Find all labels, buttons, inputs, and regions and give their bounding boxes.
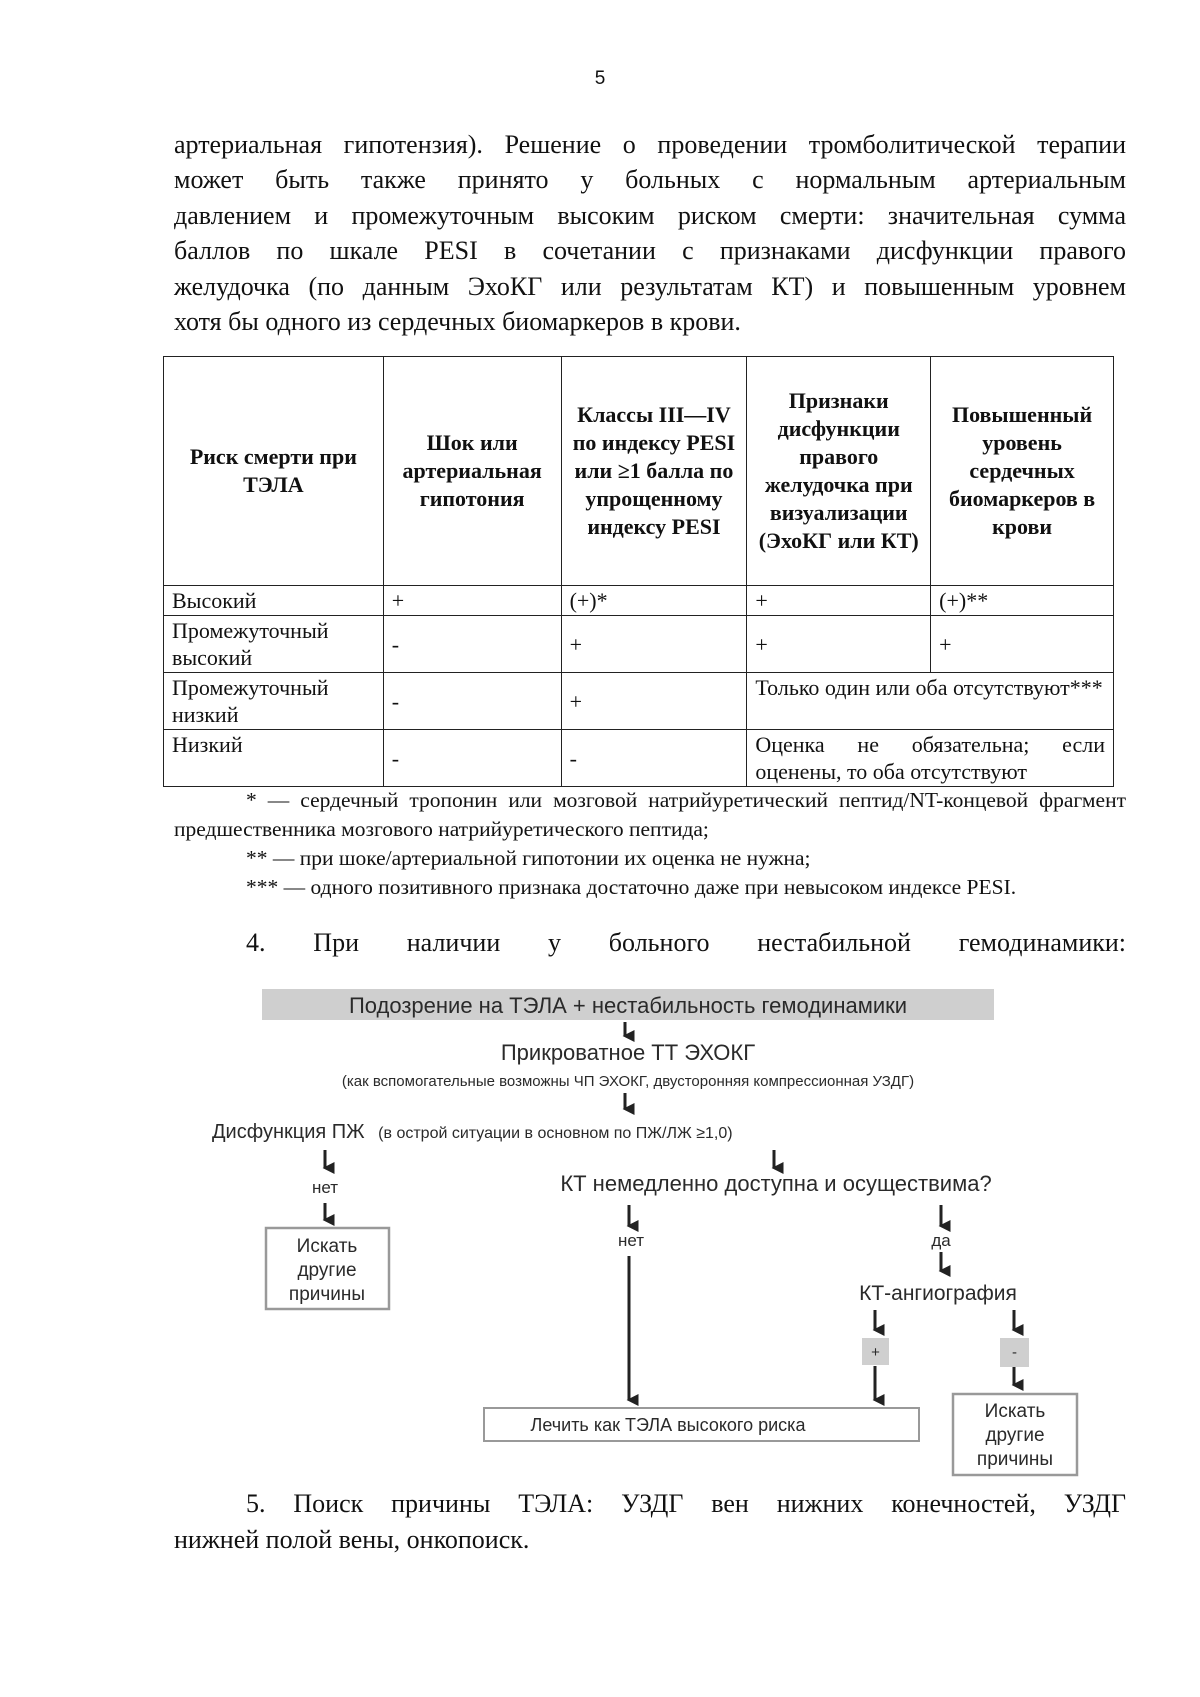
cell-merged: Оценка не обязательна; если оценены, то оба отсутствуют xyxy=(747,730,1114,787)
page-number: 5 xyxy=(594,68,606,89)
cell-shock: + xyxy=(383,586,561,616)
rv-dysfunction-label xyxy=(212,1121,733,1143)
ct-angiography-label: КТ-ангиография xyxy=(859,1282,1017,1305)
yes-label: да xyxy=(931,1231,951,1250)
cell-risk: Высокий xyxy=(164,586,384,616)
cell-shock: - xyxy=(383,616,561,673)
no-label-left: нет xyxy=(311,1178,339,1197)
intro-line: хотя бы одного из сердечных биомаркеров в крови. xyxy=(174,307,741,337)
item-4: 4. При наличии у больного нестабильной гемодинамики: xyxy=(246,928,1126,957)
other-causes-line: другие xyxy=(985,1425,1045,1446)
item5-line: 5. Поиск причины ТЭЛА: УЗДГ вен нижних конечностей, УЗДГ xyxy=(246,1489,1126,1518)
footnote: * — сердечный тропонин или мозговой натрийуретический пептид/NT-концевой фрагмент предшественника мозгового натрийуретического пептида; xyxy=(174,788,1126,841)
other-causes-line: причины xyxy=(976,1449,1054,1470)
intro-line: желудочка (по данным ЭхоКГ или результатам КТ) и повышенным уровнем xyxy=(174,271,1126,301)
cell-risk: Низкий xyxy=(164,730,384,787)
echo-label: Прикроватное ТТ ЭХОКГ xyxy=(500,1040,756,1065)
intro-line: артериальная гипотензия). Решение о проведении тромболитической терапии xyxy=(174,130,1126,159)
item5-line: нижней полой вены, онкопоиск. xyxy=(174,1525,530,1554)
intro-line: давлением и промежуточным высоким риском смерти: значительная сумма xyxy=(174,200,1126,230)
cell-pesi: (+)* xyxy=(561,586,747,616)
echo-note: (как вспомогательные возможны ЧП ЭХОКГ, двусторонняя компрессионная УЗДГ) xyxy=(341,1073,915,1090)
item-5 xyxy=(174,1486,1126,1558)
cell-risk: Промежуточный высокий xyxy=(164,616,384,673)
cell-pesi: + xyxy=(561,673,747,730)
other-causes-line: причины xyxy=(288,1284,366,1305)
cell-pesi: + xyxy=(561,616,747,673)
cell-rv: + xyxy=(747,586,931,616)
cell-shock: - xyxy=(383,673,561,730)
other-causes-line: другие xyxy=(297,1260,357,1281)
rv-note: (в острой ситуации в основном по ПЖ/ЛЖ ≥1,0) xyxy=(378,1125,733,1142)
cell-pesi: - xyxy=(561,730,747,787)
intro-line: может быть также принято у больных с нормальным артериальным xyxy=(174,165,1126,195)
cell-bio: + xyxy=(931,616,1114,673)
footnote: ** — при шоке/артериальной гипотонии их оценка не нужна; xyxy=(246,846,811,870)
positive-label: + xyxy=(871,1344,880,1361)
cell-bio: (+)** xyxy=(931,586,1114,616)
treat-label: Лечить как ТЭЛА высокого риска xyxy=(530,1415,806,1435)
rv-main: Дисфункция ПЖ xyxy=(212,1121,365,1143)
other-causes-line: Искать xyxy=(984,1401,1046,1422)
intro-line: баллов по шкале PESI в сочетании с признаками дисфункции правого xyxy=(174,236,1126,266)
cell-merged: Только один или оба отсутствуют*** xyxy=(747,673,1114,730)
other-causes-line: Искать xyxy=(296,1236,358,1257)
header-risk: Риск смерти при ТЭЛА xyxy=(164,357,384,586)
cell-risk: Промежуточный низкий xyxy=(164,673,384,730)
header-rv-dysfunction: Признаки дисфункции правого желудочка при визуализации (ЭхоКГ или КТ) xyxy=(747,357,931,586)
negative-label: - xyxy=(1012,1344,1017,1361)
footnote: *** — одного позитивного признака достаточно даже при невысоком индексе PESI. xyxy=(246,875,1017,899)
cell-shock: - xyxy=(383,730,561,787)
header-shock: Шок или артериальная гипотония xyxy=(383,357,561,586)
suspicion-label: Подозрение на ТЭЛА + нестабильность гемодинамики xyxy=(348,993,908,1018)
header-pesi: Классы III—IV по индексу PESI или ≥1 балла по упрощенному индексу PESI xyxy=(561,357,747,586)
no-label-ct: нет xyxy=(617,1231,645,1250)
header-biomarkers: Повышенный уровень сердечных биомаркеров в крови xyxy=(931,357,1114,586)
ct-question: КТ немедленно доступна и осуществима? xyxy=(560,1171,992,1196)
cell-rv: + xyxy=(747,616,931,673)
